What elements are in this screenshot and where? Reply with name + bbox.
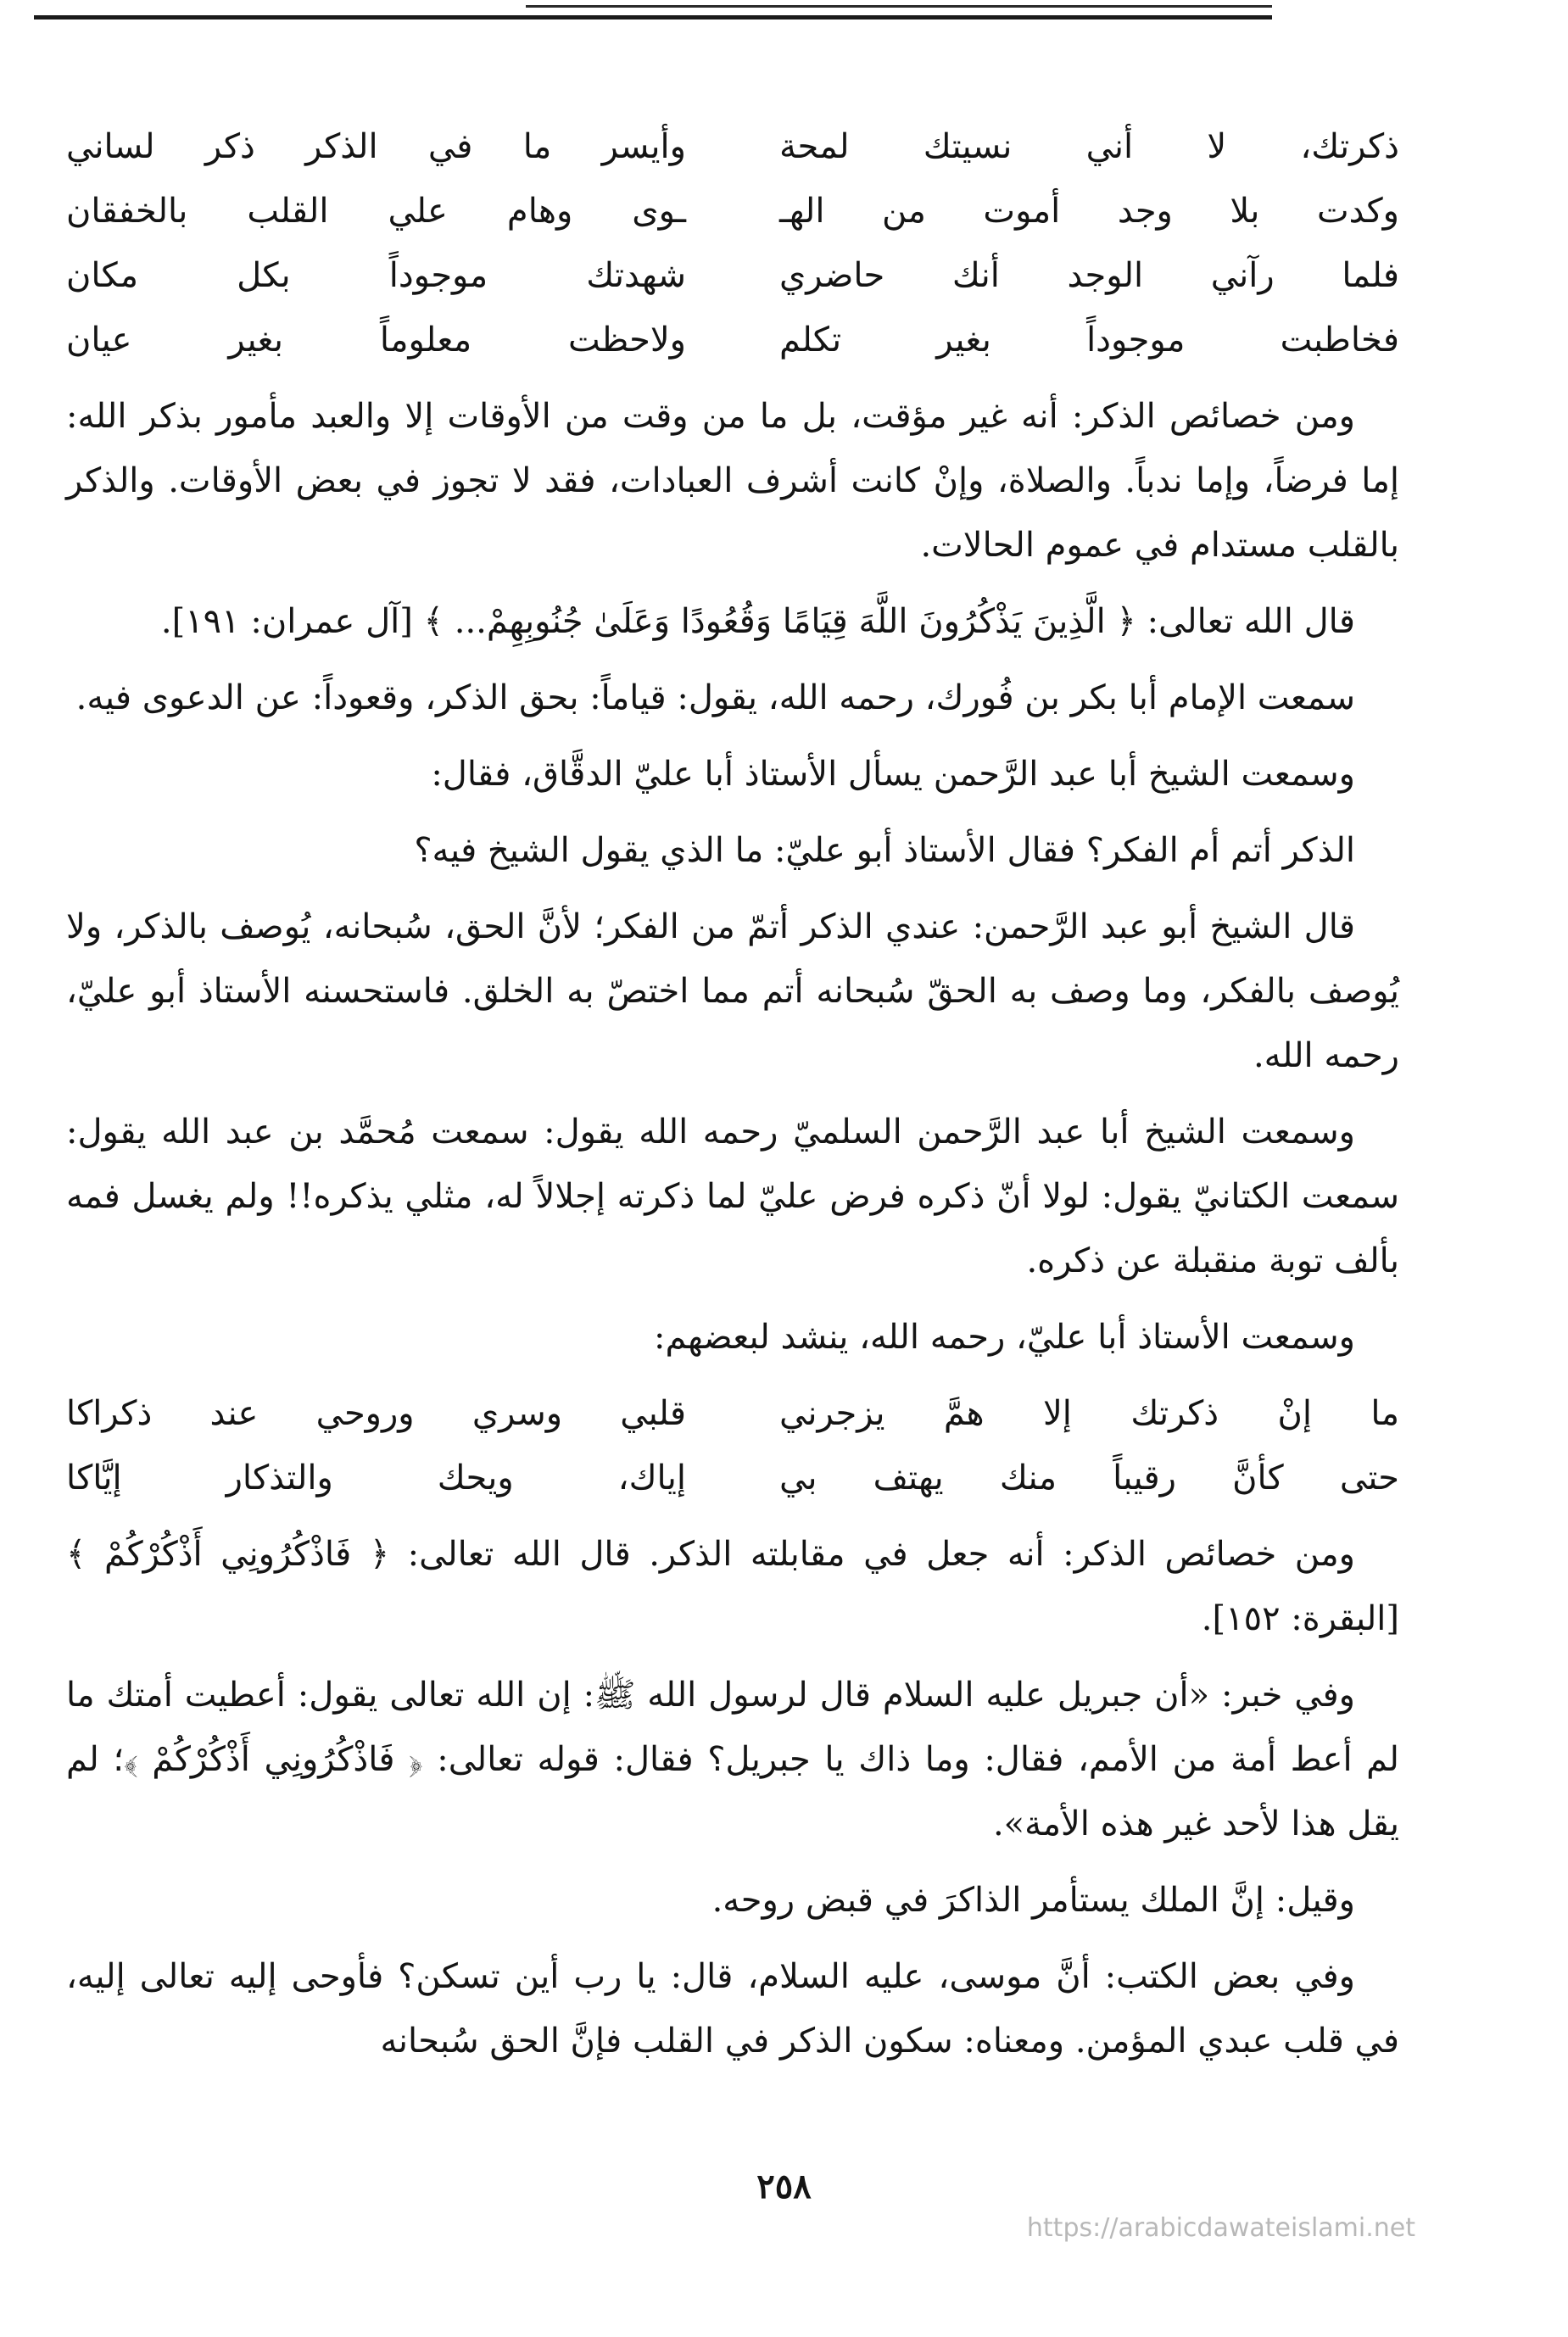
- poem-hemistich: وكدت بلا وجد أموت من الهـ: [779, 192, 1399, 231]
- paragraph: وفي بعض الكتب: أنَّ موسى، عليه السلام، قال: يا رب أين تسكن؟ فأوحى إليه تعالى إليه، في قلب عبدي المؤمن. ومعناه: سكون الذكر في القلب فإنَّ الحق سُبحانه: [66, 1957, 1399, 2061]
- page-content: [66, 114, 1399, 2085]
- poem-hemistich: وأيسر ما في الذكر ذكر لساني: [66, 127, 686, 166]
- poem-1: [66, 114, 1399, 372]
- poem-hemistich: ذكرتك، لا أني نسيتك لمحة: [779, 127, 1399, 166]
- poem-hemistich: حتى كأنَّ رقيباً منك يهتف بي: [779, 1459, 1399, 1498]
- paragraph: الذكر أتم أم الفكر؟ فقال الأستاذ أبو عليّ: ما الذي يقول الشيخ فيه؟: [414, 831, 1355, 870]
- top-rule: [34, 15, 1272, 20]
- paragraph: سمعت الإمام أبا بكر بن فُورك، رحمه الله، يقول: قياماً: بحق الذكر، وقعوداً: عن الدعوى فيه.: [75, 678, 1355, 717]
- poem-hemistich: ولاحظت معلوماً بغير عيان: [66, 321, 686, 360]
- poem-hemistich: ـوى وهام علي القلب بالخفقان: [66, 192, 686, 231]
- paragraph: وقيل: إنَّ الملك يستأمر الذاكرَ في قبض روحه.: [711, 1881, 1355, 1920]
- poem-hemistich: قلبي وسري وروحي عند ذكراكا: [66, 1394, 686, 1433]
- paragraph: وسمعت الأستاذ أبا عليّ، رحمه الله، ينشد لبعضهم:: [653, 1318, 1355, 1357]
- paragraph: وسمعت الشيخ أبا عبد الرَّحمن يسأل الأستاذ أبا عليّ الدقَّاق، فقال:: [431, 755, 1355, 794]
- poem-hemistich: ما إنْ ذكرتك إلا همَّ يزجرني: [779, 1394, 1399, 1433]
- paragraph: قال الشيخ أبو عبد الرَّحمن: عندي الذكر أتمّ من الفكر؛ لأنَّ الحق، سُبحانه، يُوصف بالذكر، ولا يُوصف بالفكر، وما وصف به الحقّ سُبحانه أتم مما اختصّ به الخلق. فاستحسنه الأستاذ أبو عليّ، رحمه الله.: [66, 907, 1400, 1075]
- poem-hemistich: شهدتك موجوداً بكل مكان: [66, 256, 686, 295]
- paragraph: ومن خصائص الذكر: أنه غير مؤقت، بل ما من وقت من الأوقات إلا والعبد مأمور بذكر الله: إما فرضاً، وإما ندباً. والصلاة، وإنْ كانت أشرف العبادات، فقد لا تجوز في بعض الأوقات. والذكر بالقلب مستدام في عموم الحالات.: [66, 397, 1400, 565]
- paragraph: ومن خصائص الذكر: أنه جعل في مقابلته الذكر. قال الله تعالى: ﴿ فَاذْكُرُونِي أَذْكُرْكُمْ ﴾ [البقرة: ١٥٢].: [66, 1535, 1399, 1638]
- page-number: ٢٥٨: [756, 2167, 812, 2206]
- poem-2: [66, 1381, 1399, 1510]
- poem-hemistich: فخاطبت موجوداً بغير تكلم: [779, 321, 1399, 360]
- top-rule-thin: [526, 5, 1272, 8]
- paragraph: قال الله تعالى: ﴿ الَّذِينَ يَذْكُرُونَ اللَّهَ قِيَامًا وَقُعُودًا وَعَلَىٰ جُنُوبِهِمْ... ﴾ [آل عمران: ١٩١].: [160, 602, 1355, 641]
- poem-hemistich: إياك، ويحك والتذكار إيَّاكا: [66, 1459, 686, 1498]
- poem-hemistich: فلما رآني الوجد أنك حاضري: [779, 256, 1399, 295]
- paragraph: وفي خبر: «أن جبريل عليه السلام قال لرسول الله ﷺ: إن الله تعالى يقول: أعطيت أمتك ما لم أعط أمة من الأمم، فقال: وما ذاك يا جبريل؟ فقال: قوله تعالى: ﴿ فَاذْكُرُونِي أَذْكُرْكُمْ ﴾؛ لم يقل هذا لأحد غير هذه الأمة».: [66, 1676, 1399, 1843]
- paragraph: وسمعت الشيخ أبا عبد الرَّحمن السلميّ رحمه الله يقول: سمعت مُحمَّد بن عبد الله يقول: سمعت الكتانيّ يقول: لولا أنّ ذكره فرض عليّ لما ذكرته إجلالاً له، مثلي يذكره!! ولم يغسل فمه بألف توبة منقبلة عن ذكره.: [66, 1113, 1399, 1280]
- watermark: https://arabicdawateislami.net: [1026, 2213, 1415, 2243]
